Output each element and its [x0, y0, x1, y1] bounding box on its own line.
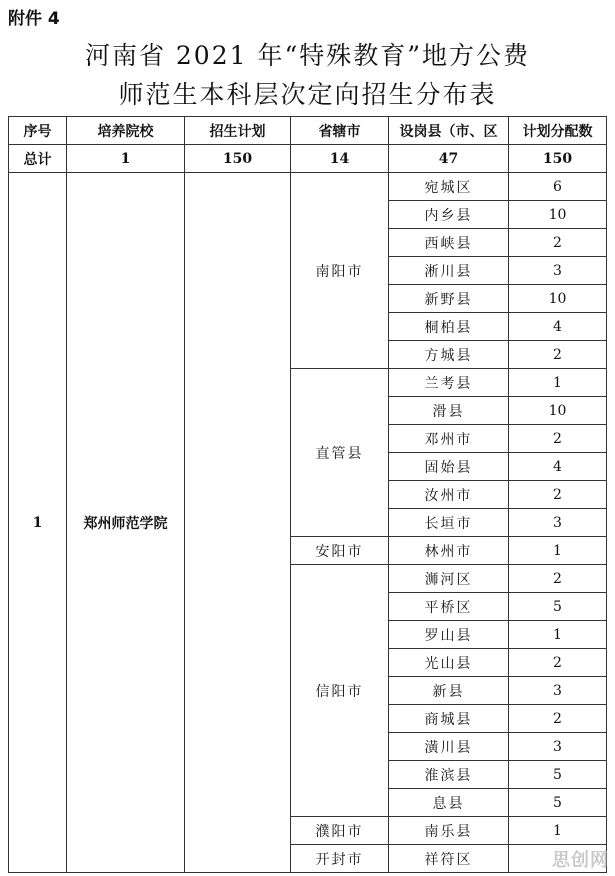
city-cell: 安阳市 — [291, 537, 389, 565]
distribution-table — [8, 116, 607, 873]
allocation-cell: 2 — [509, 649, 607, 677]
county-cell: 新野县 — [389, 285, 509, 313]
city-cell: 南阳市 — [291, 173, 389, 369]
county-cell: 息县 — [389, 789, 509, 817]
total-label: 总计 — [9, 145, 67, 173]
county-cell: 新县 — [389, 677, 509, 705]
allocation-cell: 1 — [509, 537, 607, 565]
allocation-cell: 5 — [509, 593, 607, 621]
total-row — [9, 145, 607, 173]
table-row — [9, 173, 607, 201]
allocation-cell: 1 — [509, 621, 607, 649]
allocation-cell: 3 — [509, 257, 607, 285]
attachment-label: 附件 4 — [8, 9, 60, 29]
document-title-line-2: 师范生本科层次定向招生分布表 — [118, 80, 497, 109]
total-plan: 150 — [185, 145, 291, 173]
allocation-cell: 2 — [509, 481, 607, 509]
header-plan: 招生计划 — [185, 117, 291, 145]
allocation-cell: 2 — [509, 705, 607, 733]
county-cell: 桐柏县 — [389, 313, 509, 341]
county-cell: 宛城区 — [389, 173, 509, 201]
county-cell: 滑县 — [389, 397, 509, 425]
total-school: 1 — [67, 145, 185, 173]
document-title-line-1: 河南省 2021 年“特殊教育”地方公费 — [84, 41, 531, 70]
county-cell: 汝州市 — [389, 481, 509, 509]
county-cell: 西峡县 — [389, 229, 509, 257]
allocation-cell: 2 — [509, 341, 607, 369]
county-cell: 光山县 — [389, 649, 509, 677]
allocation-cell: 5 — [509, 789, 607, 817]
county-cell: 祥符区 — [389, 845, 509, 873]
county-cell: 林州市 — [389, 537, 509, 565]
county-cell: 兰考县 — [389, 369, 509, 397]
allocation-cell: 3 — [509, 509, 607, 537]
allocation-cell: 1 — [509, 817, 607, 845]
header-county: 设岗县（市、区 — [389, 117, 509, 145]
allocation-cell: 3 — [509, 733, 607, 761]
county-cell: 淅川县 — [389, 257, 509, 285]
allocation-cell: 6 — [509, 173, 607, 201]
city-cell: 信阳市 — [291, 565, 389, 817]
allocation-cell: 1 — [509, 369, 607, 397]
allocation-cell: 2 — [509, 229, 607, 257]
allocation-cell: 2 — [509, 425, 607, 453]
county-cell: 潢川县 — [389, 733, 509, 761]
header-seq: 序号 — [9, 117, 67, 145]
county-cell: 南乐县 — [389, 817, 509, 845]
city-cell: 濮阳市 — [291, 817, 389, 845]
school-cell: 郑州师范学院 — [67, 173, 185, 873]
county-cell: 淮滨县 — [389, 761, 509, 789]
allocation-cell: 2 — [509, 565, 607, 593]
total-city: 14 — [291, 145, 389, 173]
header-school: 培养院校 — [67, 117, 185, 145]
plan-cell — [185, 173, 291, 873]
county-cell: 内乡县 — [389, 201, 509, 229]
city-cell: 开封市 — [291, 845, 389, 873]
header-row — [9, 117, 607, 145]
allocation-cell: 10 — [509, 201, 607, 229]
county-cell: 平桥区 — [389, 593, 509, 621]
header-city: 省辖市 — [291, 117, 389, 145]
total-county: 47 — [389, 145, 509, 173]
county-cell: 商城县 — [389, 705, 509, 733]
county-cell: 方城县 — [389, 341, 509, 369]
allocation-cell: 4 — [509, 313, 607, 341]
allocation-cell: 10 — [509, 285, 607, 313]
county-cell: 固始县 — [389, 453, 509, 481]
seq-cell: 1 — [9, 173, 67, 873]
header-allocation: 计划分配数 — [509, 117, 607, 145]
county-cell: 长垣市 — [389, 509, 509, 537]
watermark-logo: 思创网 — [552, 850, 609, 871]
city-cell: 直管县 — [291, 369, 389, 537]
allocation-cell: 10 — [509, 397, 607, 425]
county-cell: 邓州市 — [389, 425, 509, 453]
allocation-cell: 4 — [509, 453, 607, 481]
county-cell: 罗山县 — [389, 621, 509, 649]
allocation-cell: 3 — [509, 677, 607, 705]
total-allocation: 150 — [509, 145, 607, 173]
county-cell: 浉河区 — [389, 565, 509, 593]
allocation-cell: 5 — [509, 761, 607, 789]
